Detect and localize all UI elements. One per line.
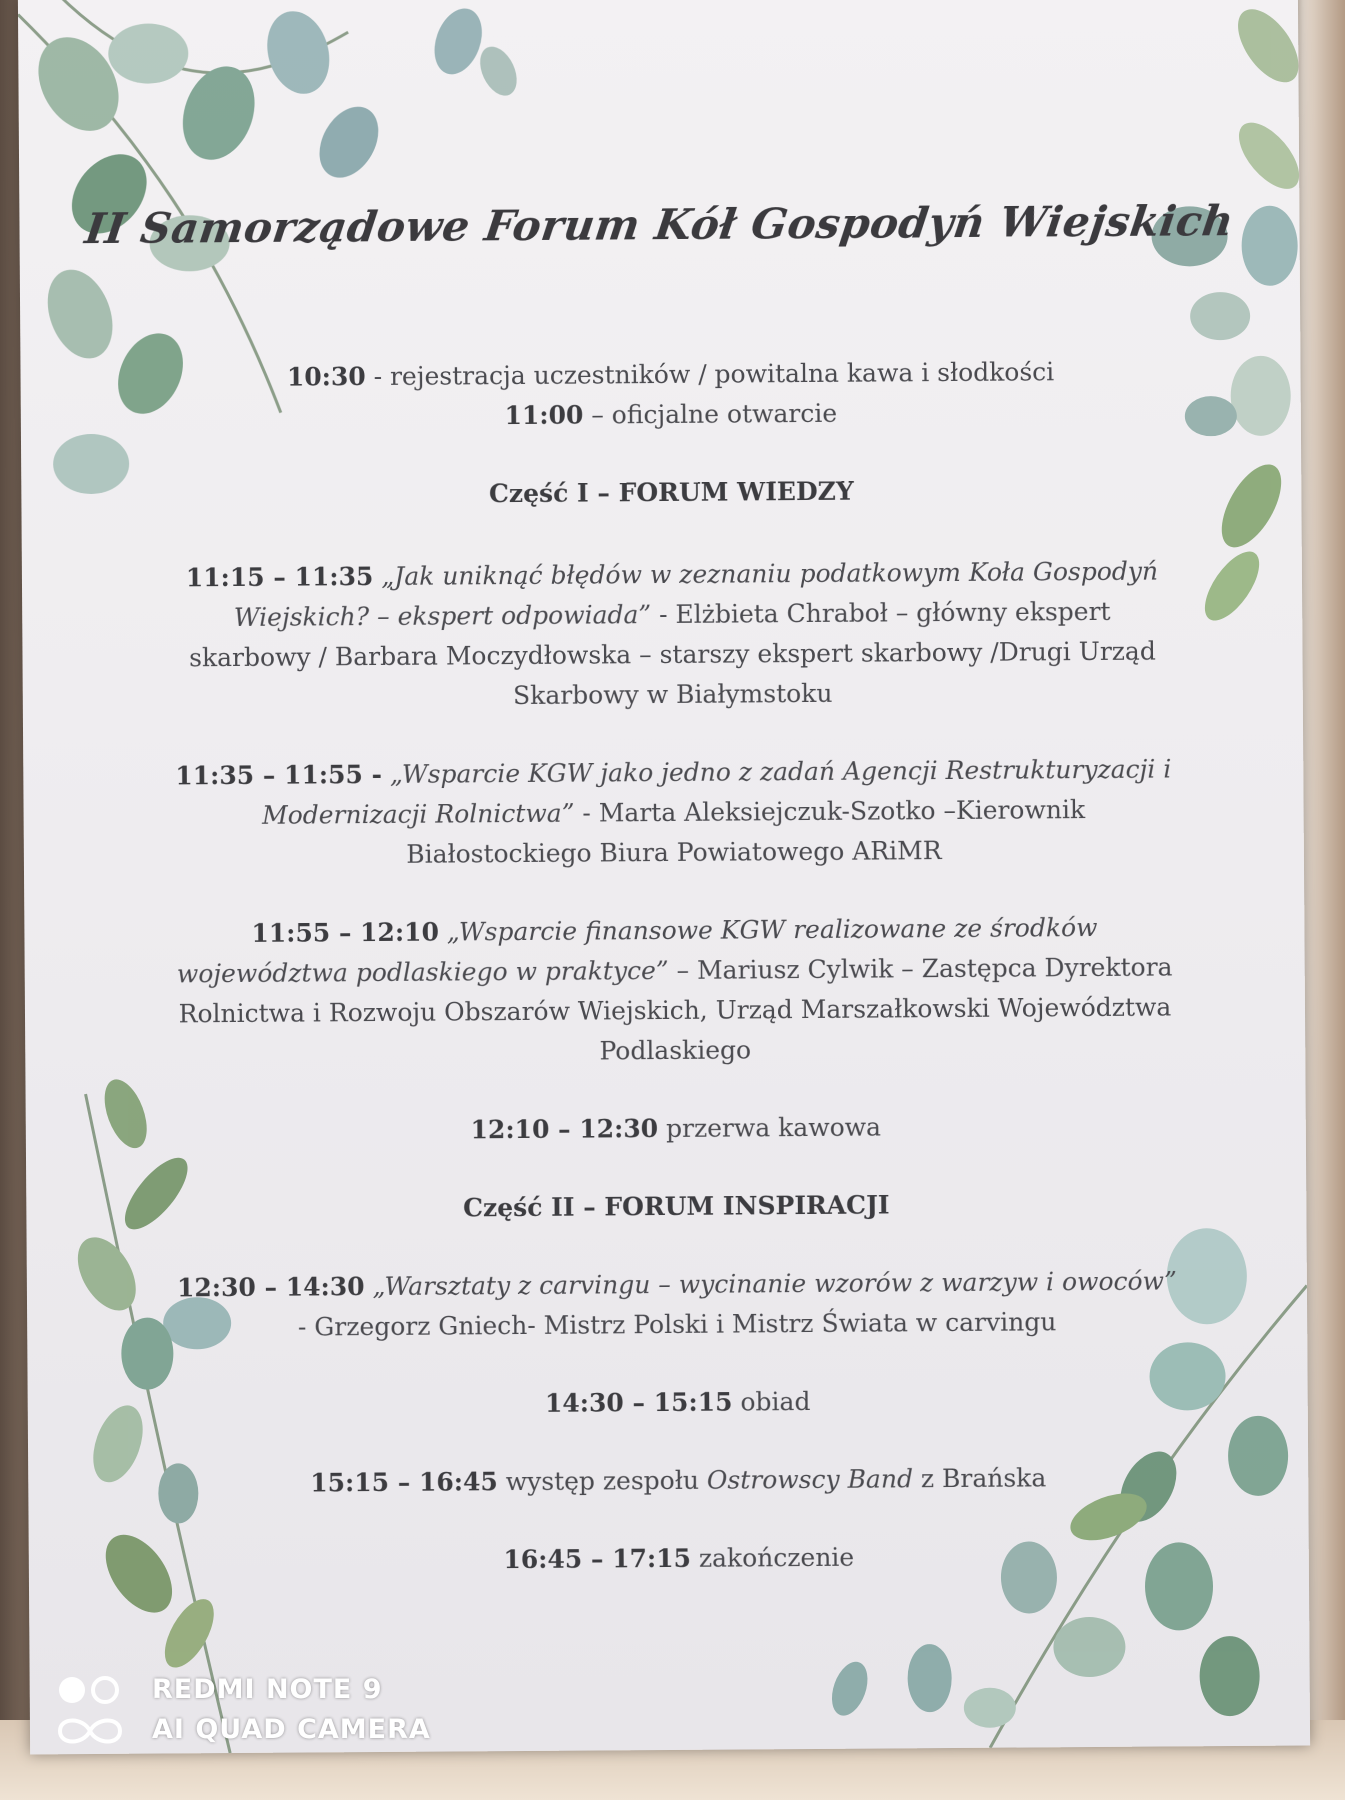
session-4-title: „Warsztaty z carvingu – wycinanie wzorów z warzyw i owoców” bbox=[372, 1266, 1177, 1302]
watermark-line-1: REDMI NOTE 9 bbox=[152, 1674, 383, 1705]
opening-text: – oficjalne otwarcie bbox=[591, 398, 838, 430]
closing-time: 16:45 – 17:15 bbox=[503, 1543, 692, 1575]
registration-text: - rejestracja uczestników / powitalna kawa i słodkości bbox=[373, 357, 1055, 392]
camera-logo-icon bbox=[55, 1673, 125, 1753]
session-1-speakers: - Elżbieta Chraboł – główny ekspert skarbowy / Barbara Moczydłowska – starszy ekspert skarbowy /Drugi Urząd Skarbowy w Białymstoku bbox=[189, 596, 1156, 711]
page-title: II Samorządowe Forum Kół Gospodyń Wiejskich bbox=[82, 195, 1237, 254]
camera-watermark bbox=[152, 1670, 431, 1750]
section-heading-part2: Część II – FORUM INSPIRACJI bbox=[463, 1190, 890, 1223]
schedule-session-1 bbox=[172, 551, 1173, 718]
session-3-speakers: – Mariusz Cylwik – Zastępca Dyrektora Rolnictwa i Rozwoju Obszarów Wiejskich, Urząd Marszałkowski Województwa Podlaskiego bbox=[178, 952, 1173, 1066]
schedule-session-2 bbox=[173, 749, 1174, 876]
band-name: Ostrowscy Band bbox=[706, 1464, 914, 1495]
schedule-closing bbox=[179, 1535, 1179, 1582]
session-4-time: 12:30 – 14:30 bbox=[176, 1272, 365, 1303]
session-2-speakers: - Marta Aleksiejczuk-Szotko –Kierownik Białostockiego Biura Powiatowego ARiMR bbox=[406, 795, 1086, 869]
session-1-time: 11:15 – 11:35 bbox=[185, 562, 374, 593]
band-pre: występ zespołu bbox=[505, 1465, 700, 1497]
session-1-title: „Jak uniknąć błędów w zeznaniu podatkowym Koła Gospodyń Wiejskich? – ekspert odpowiada” bbox=[233, 556, 1159, 632]
coffee-break-time: 12:10 – 12:30 bbox=[470, 1114, 659, 1145]
schedule-session-4 bbox=[177, 1261, 1178, 1348]
lunch-time: 14:30 – 15:15 bbox=[544, 1387, 733, 1418]
opening-time: 11:00 bbox=[504, 400, 584, 431]
closing-text: zakończenie bbox=[698, 1542, 855, 1573]
schedule-lunch bbox=[178, 1379, 1178, 1426]
band-post: z Brańska bbox=[920, 1463, 1047, 1494]
flyer-paper bbox=[18, 0, 1310, 1754]
top-right-leaves-icon bbox=[1150, 0, 1310, 630]
watermark-line-2: AI QUAD CAMERA bbox=[152, 1714, 431, 1745]
session-3-time: 11:55 – 12:10 bbox=[251, 917, 439, 948]
schedule-coffee-break bbox=[176, 1105, 1176, 1152]
schedule-registration bbox=[170, 351, 1170, 398]
lunch-text: obiad bbox=[740, 1386, 811, 1417]
band-time: 15:15 – 16:45 bbox=[310, 1467, 498, 1498]
registration-time: 10:30 bbox=[286, 362, 366, 392]
session-2-time: 11:35 – 11:55 - bbox=[175, 759, 383, 791]
session-2-title: „Wsparcie KGW jako jedno z zadań Agencji Restrukturyzacji i Modernizacji Rolnictwa” bbox=[261, 754, 1172, 830]
coffee-break-text: przerwa kawowa bbox=[665, 1112, 882, 1143]
section-heading-part1: Część I – FORUM WIEDZY bbox=[488, 476, 854, 509]
schedule-session-3 bbox=[174, 907, 1175, 1074]
session-4-speakers: - Grzegorz Gniech- Mistrz Polski i Mistrz Świata w carvingu bbox=[297, 1307, 1057, 1342]
session-3-title: „Wsparcie finansowe KGW realizowane ze środków województwa podlaskiego w praktyce” bbox=[176, 912, 1098, 989]
schedule-opening bbox=[171, 391, 1171, 438]
schedule-band bbox=[178, 1457, 1178, 1504]
schedule bbox=[170, 351, 1179, 1582]
